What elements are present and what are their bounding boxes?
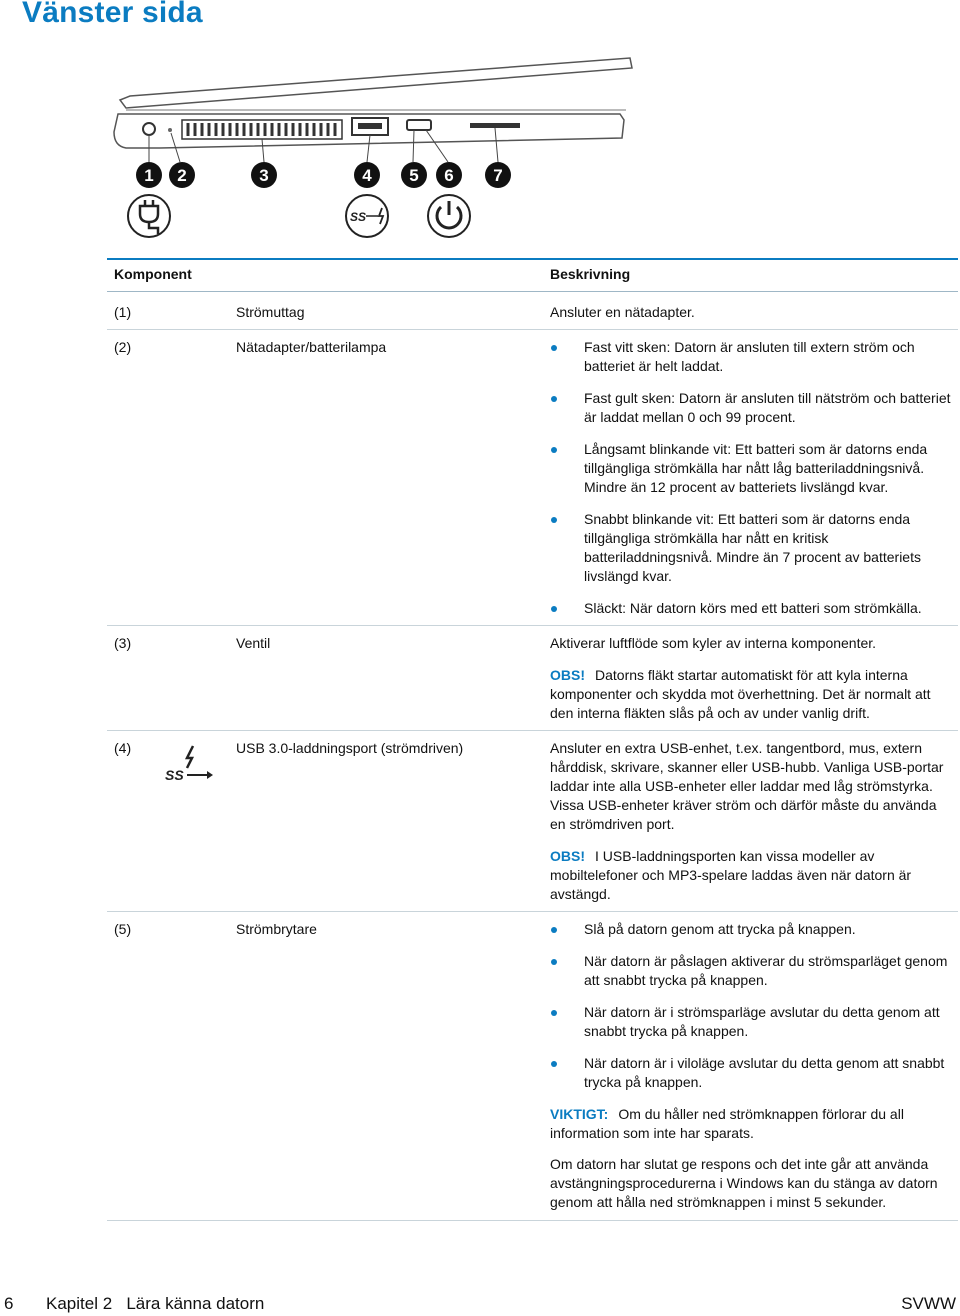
row-5-bullet-1: Slå på datorn genom att trycka på knappen. xyxy=(584,921,856,937)
note-label: OBS! xyxy=(550,667,585,683)
chapter-title: Kapitel 2 Lära känna datorn xyxy=(46,1294,265,1313)
usb-superspeed-charging-icon xyxy=(346,195,388,237)
row-1-description: Ansluter en nätadapter. xyxy=(550,304,695,320)
laptop-left-side-diagram xyxy=(0,0,960,250)
svg-text:SS: SS xyxy=(350,210,367,224)
row-2-bullet-5: Släckt: När datorn körs med ett batteri som strömkälla. xyxy=(584,600,922,616)
row-1-number: (1) xyxy=(114,304,132,320)
row-5-number: (5) xyxy=(114,921,132,937)
page-title: Vänster sida xyxy=(22,0,203,29)
row-2-bullet-1: Fast vitt sken: Datorn är ansluten till extern ström och batteriet är helt laddat. xyxy=(584,339,915,374)
row-divider xyxy=(107,730,958,731)
svg-text:5: 5 xyxy=(409,166,419,185)
bullet xyxy=(551,1061,557,1067)
row-2-bullet-4: Snabbt blinkande vit: Ett batteri som är datorns enda tillgängliga strömkälla har nått en kritisk batteriladdningsnivå. Mindre än 7 procent av batteriets livslängd kvar. xyxy=(584,511,921,584)
table-header-bar xyxy=(107,258,958,292)
row-5-important xyxy=(550,1105,950,1143)
header-description: Beskrivning xyxy=(550,266,631,282)
svg-text:SS: SS xyxy=(165,767,184,783)
power-plug-icon xyxy=(128,195,170,237)
note-label: OBS! xyxy=(550,848,585,864)
row-4-note xyxy=(550,847,950,904)
svg-text:3: 3 xyxy=(259,166,269,185)
row-2-bullet-3: Långsamt blinkande vit: Ett batteri som är datorns enda tillgängliga strömkälla har nått låg batteriladdningsnivå. Mindre än 12 procent av batteriets livslängd kvar. xyxy=(584,441,928,495)
callout-6 xyxy=(436,162,462,188)
note-text: Datorns fläkt startar automatiskt för att kyla interna komponenter och skydda mot överhettning. Det är normalt att den interna fläkten slås på och av under vanlig drift. xyxy=(550,667,931,721)
bullet xyxy=(551,517,557,523)
row-5-bullet-4: När datorn är i viloläge avslutar du detta genom att snabbt trycka på knappen. xyxy=(584,1055,945,1090)
important-text: Om du håller ned strömknappen förlorar du all information som inte har sparats. xyxy=(550,1106,904,1141)
row-5-name: Strömbrytare xyxy=(236,921,317,937)
callout-4 xyxy=(354,162,380,188)
power-button-icon xyxy=(428,195,470,237)
bullet xyxy=(551,606,557,612)
battery-light xyxy=(168,128,172,132)
card-slot xyxy=(470,123,520,128)
usb-superspeed-charging-icon xyxy=(163,744,215,786)
row-5-bullet-2: När datorn är påslagen aktiverar du strömsparläget genom att snabbt trycka på knappen. xyxy=(584,953,948,988)
table-bottom-divider xyxy=(107,1220,958,1221)
svg-text:4: 4 xyxy=(362,166,372,185)
bullet xyxy=(551,396,557,402)
row-divider xyxy=(107,911,958,912)
bullet xyxy=(551,927,557,933)
callout-7 xyxy=(485,162,511,188)
important-label: VIKTIGT: xyxy=(550,1106,609,1122)
callout-2 xyxy=(169,162,195,188)
bullet xyxy=(551,447,557,453)
row-4-number: (4) xyxy=(114,740,132,756)
row-4-name: USB 3.0-laddningsport (strömdriven) xyxy=(236,740,464,756)
row-4-description: Ansluter en extra USB-enhet, t.ex. tangentbord, mus, extern hårddisk, skrivare, skanner eller USB-hubb. Vanliga USB-portar laddar inte alla USB-enheter eller laddar med låg strömstyrka. Vissa USB-enheter kräver ström och därför måste du använda en strömdriven port. xyxy=(550,740,944,832)
note-text: I USB-laddningsporten kan vissa modeller av mobiltelefoner och MP3-spelare laddas även när datorn är avstängd. xyxy=(550,848,912,902)
svg-text:1: 1 xyxy=(144,166,154,185)
row-5-bullet-3: När datorn är i strömsparläge avslutar du detta genom att snabbt trycka på knappen. xyxy=(584,1004,940,1039)
bullet xyxy=(551,959,557,965)
row-3-number: (3) xyxy=(114,635,132,651)
row-5-extra: Om datorn har slutat ge respons och det inte går att använda avstängningsprocedurerna i Windows kan du stänga av datorn genom att hålla ned strömknappen i minst 5 sekunder. xyxy=(550,1156,938,1210)
callout-1 xyxy=(136,162,162,188)
footer-right: SVWW xyxy=(901,1294,956,1313)
svg-text:2: 2 xyxy=(177,166,187,185)
power-button-slot xyxy=(407,120,431,130)
row-2-bullet-2: Fast gult sken: Datorn är ansluten till nätström och batteriet är laddat mellan 0 och 99 procent. xyxy=(584,390,951,425)
svg-text:6: 6 xyxy=(444,166,454,185)
power-connector-port xyxy=(143,123,155,135)
row-3-note xyxy=(550,666,950,723)
row-3-name: Ventil xyxy=(236,635,271,651)
svg-text:7: 7 xyxy=(493,166,503,185)
row-2-name: Nätadapter/batterilampa xyxy=(236,339,387,355)
row-1-name: Strömuttag xyxy=(236,304,305,320)
row-3-description: Aktiverar luftflöde som kyler av interna komponenter. xyxy=(550,635,877,651)
row-divider xyxy=(107,625,958,626)
vent xyxy=(182,120,342,139)
callout-5 xyxy=(401,162,427,188)
header-component: Komponent xyxy=(114,266,192,282)
callout-3 xyxy=(251,162,277,188)
row-divider xyxy=(107,329,958,330)
bullet xyxy=(551,1010,557,1016)
bullet xyxy=(551,345,557,351)
row-2-number: (2) xyxy=(114,339,132,355)
page-number: 6 xyxy=(4,1294,14,1313)
